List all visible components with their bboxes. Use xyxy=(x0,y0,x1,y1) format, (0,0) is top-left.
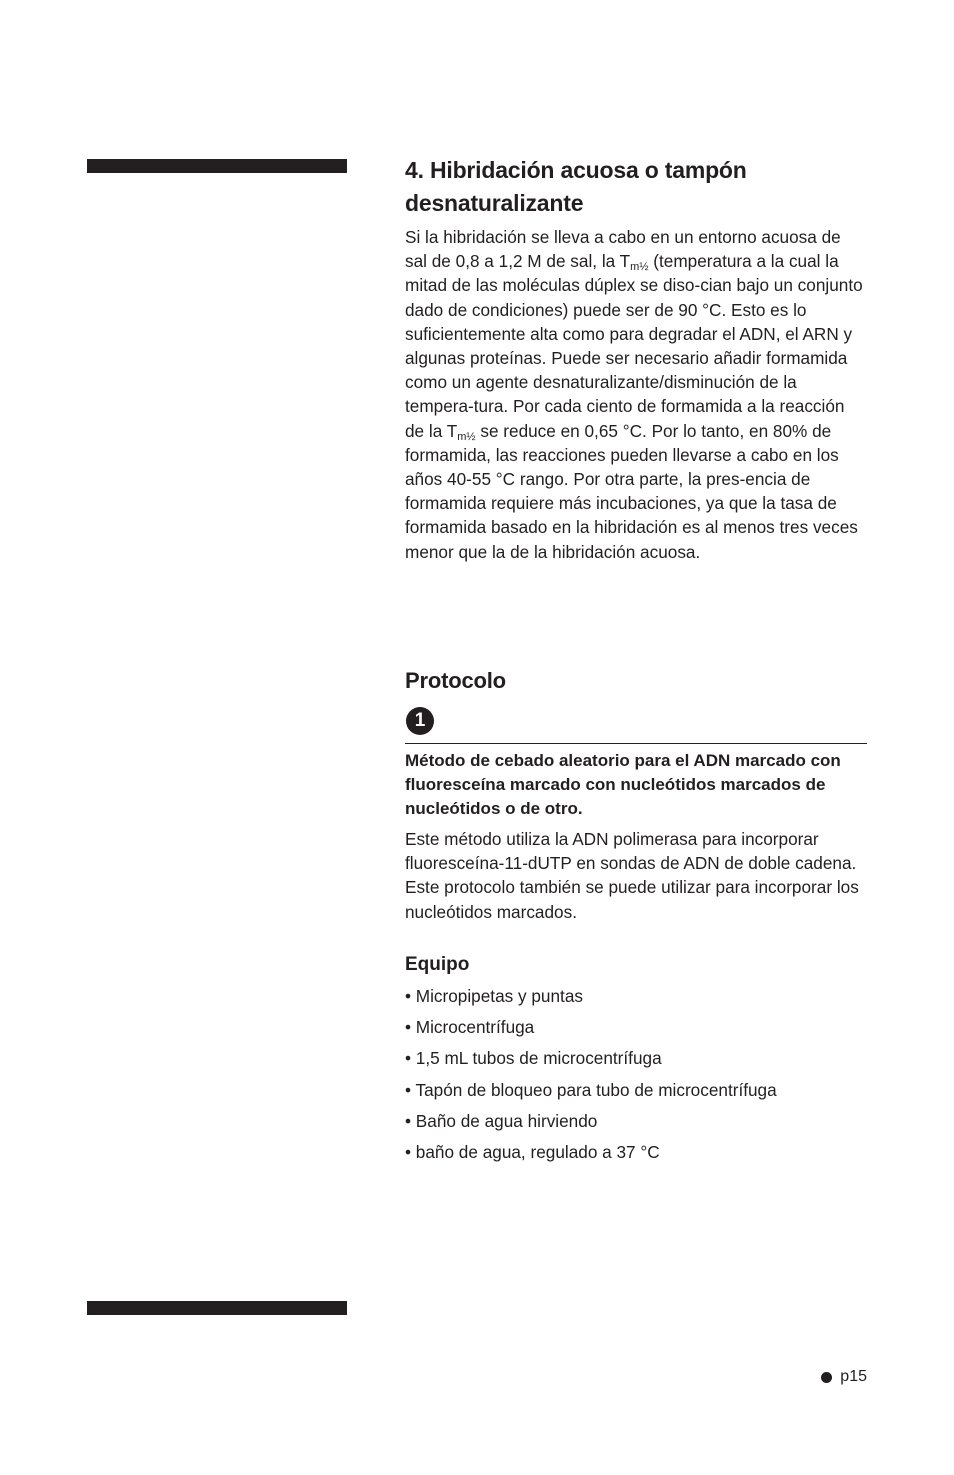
tm-subscript: m½ xyxy=(630,261,649,274)
list-item: • Microcentrífuga xyxy=(405,1017,535,1038)
list-item: • Micropipetas y puntas xyxy=(405,986,583,1006)
divider-line xyxy=(405,743,867,744)
equipment-list xyxy=(405,984,867,1171)
protocol-heading: Protocolo xyxy=(405,668,506,693)
list-item: • Tapón de bloqueo para tubo de microcentrífuga xyxy=(405,1079,777,1100)
decorative-bar-bottom xyxy=(87,1301,347,1315)
page-footer xyxy=(821,1366,867,1388)
intro-paragraph xyxy=(405,225,867,564)
list-item: • Baño de agua hirviendo xyxy=(405,1110,598,1131)
bullet-dot-icon xyxy=(821,1372,832,1383)
list-item: • baño de agua, regulado a 37 °C xyxy=(405,1141,660,1162)
method-title: Método de cebado aleatorio para el ADN marcado con fluoresceína marcado con nucleótidos marcados de nucleótidos o de otro. xyxy=(405,751,841,819)
equipment-heading: Equipo xyxy=(405,954,470,975)
page-number: p15 xyxy=(840,1368,867,1385)
step-number-badge: 1 xyxy=(406,707,434,735)
intro-text-part-3: se reduce en 0,65 °C. Por lo tanto, en 80% de formamida, las reacciones pueden llevarse a cabo en los años 40-55 °C rango. Por otra parte, la pres-encia de formamida requiere más incubaciones, ya que la tasa de formamida basado en la hibridación es al menos tres veces menor que la de la hibridación acuosa. xyxy=(405,420,858,562)
list-item: • 1,5 mL tubos de microcentrífuga xyxy=(405,1048,662,1069)
method-description: Este método utiliza la ADN polimerasa para incorporar fluoresceína-11-dUTP en sondas de ADN de doble cadena. Este protocolo también se puede utilizar para incorporar los nucleótidos marcados. xyxy=(405,829,859,922)
section-heading: 4. Hibridación acuosa o tampón desnaturalizante xyxy=(405,157,747,216)
tm-subscript: m½ xyxy=(457,430,476,443)
intro-text-part-2: (temperatura a la cual la mitad de las moléculas dúplex se diso-cian bajo un conjunto dado de condiciones) puede ser de 90 °C. Esto es lo suficientemente alta como para degradar el ADN, el ARN y algunas proteínas. Puede ser necesario añadir formamida como un agente desnaturalizante/disminución de la tempera-tura. Por cada ciento de formamida a la reacción de la T xyxy=(405,251,863,441)
decorative-bar-top xyxy=(87,159,347,173)
intro-text-part-1: Si la hibridación se lleva a cabo en un entorno acuosa de sal de 0,8 a 1,2 M de sal, la T xyxy=(405,227,841,272)
